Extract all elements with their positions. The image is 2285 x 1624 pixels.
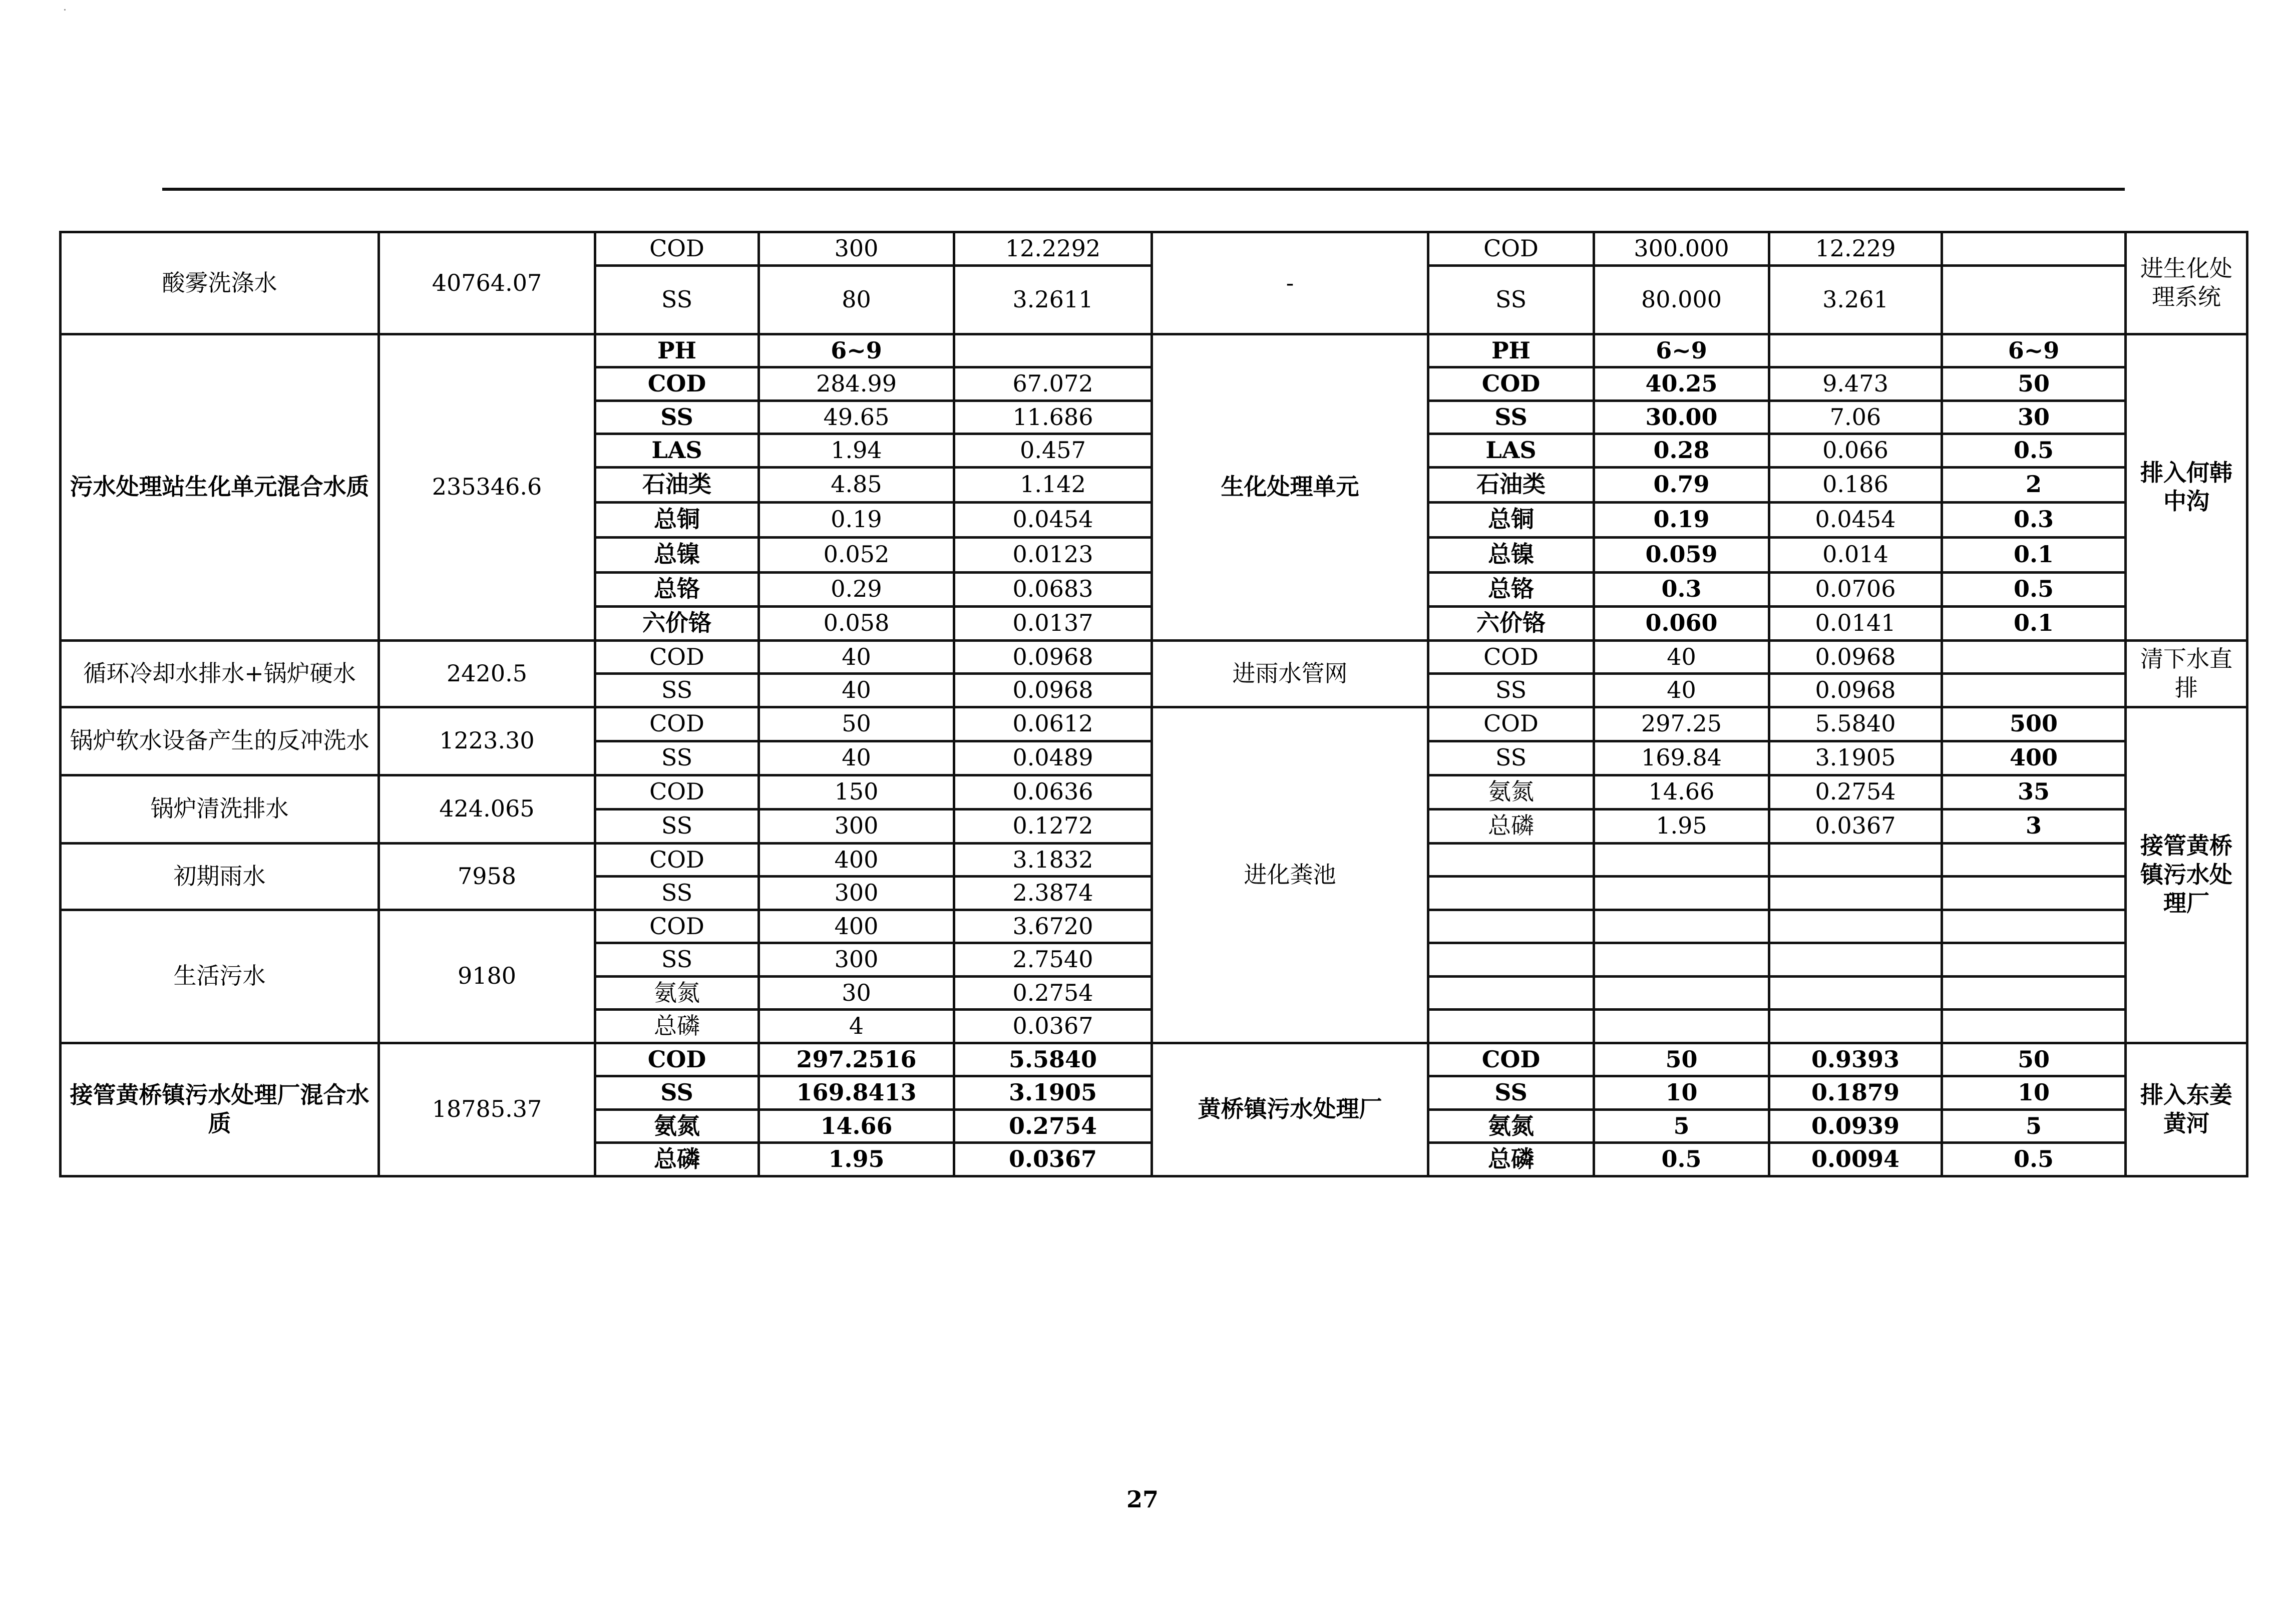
treatment-cell: - xyxy=(1152,232,1428,334)
after-concentration: 80.000 xyxy=(1594,265,1769,334)
table-row xyxy=(61,232,2247,266)
mass-value: 1.142 xyxy=(954,467,1152,502)
pollutant-label: SS xyxy=(1428,741,1594,775)
limit-value xyxy=(1942,640,2126,674)
concentration-value: 1.95 xyxy=(759,1143,954,1176)
pollutant-label: 氨氮 xyxy=(1428,1109,1594,1143)
mass-value: 3.2611 xyxy=(954,265,1152,334)
concentration-value: 1.94 xyxy=(759,434,954,468)
mass-value: 3.6720 xyxy=(954,910,1152,943)
limit-value: 0.5 xyxy=(1942,1143,2126,1176)
flow-value: 424.065 xyxy=(379,775,595,843)
after-concentration: 1.95 xyxy=(1594,809,1769,843)
mass-value: 0.2754 xyxy=(954,976,1152,1010)
concentration-value: 300 xyxy=(759,809,954,843)
mass-value: 0.0968 xyxy=(954,640,1152,674)
after-concentration: 0.059 xyxy=(1594,537,1769,572)
after-concentration: 169.84 xyxy=(1594,741,1769,775)
mass-value xyxy=(954,334,1152,367)
pollutant-label: COD xyxy=(595,775,759,809)
after-concentration: 0.28 xyxy=(1594,434,1769,468)
destination-cell: 进生化处理系统 xyxy=(2126,232,2247,334)
mass-value: 0.0636 xyxy=(954,775,1152,809)
mass-value: 0.0612 xyxy=(954,707,1152,741)
pollutant-label: 石油类 xyxy=(1428,467,1594,502)
empty-cell xyxy=(1942,843,2126,877)
concentration-value: 300 xyxy=(759,943,954,977)
pollutant-label: 六价铬 xyxy=(1428,606,1594,640)
concentration-value: 300 xyxy=(759,877,954,910)
pollutant-label: COD xyxy=(1428,707,1594,741)
pollutant-label: SS xyxy=(1428,1076,1594,1110)
pollutant-label: COD xyxy=(595,707,759,741)
empty-cell xyxy=(1594,910,1769,943)
concentration-value: 169.8413 xyxy=(759,1076,954,1110)
pollutant-label: 总铬 xyxy=(595,572,759,606)
limit-value: 35 xyxy=(1942,775,2126,809)
empty-cell xyxy=(1769,843,1942,877)
pollutant-label: SS xyxy=(595,674,759,707)
pollutant-label: 总铜 xyxy=(1428,502,1594,537)
pollutant-label: COD xyxy=(1428,232,1594,266)
pollutant-label: 总镍 xyxy=(1428,537,1594,572)
flow-value: 9180 xyxy=(379,910,595,1043)
pollutant-label: 石油类 xyxy=(595,467,759,502)
after-concentration: 0.19 xyxy=(1594,502,1769,537)
limit-value xyxy=(1942,232,2126,266)
empty-cell xyxy=(1942,1010,2126,1043)
mass-value: 3.1905 xyxy=(954,1076,1152,1110)
limit-value xyxy=(1942,674,2126,707)
concentration-value: 80 xyxy=(759,265,954,334)
empty-cell xyxy=(1942,877,2126,910)
limit-value: 0.5 xyxy=(1942,434,2126,468)
mass-value: 0.0367 xyxy=(954,1143,1152,1176)
pollutant-label: COD xyxy=(1428,1043,1594,1076)
treatment-cell: 进化粪池 xyxy=(1152,707,1428,1043)
empty-cell xyxy=(1769,877,1942,910)
mass-value: 0.2754 xyxy=(954,1109,1152,1143)
after-concentration: 0.5 xyxy=(1594,1143,1769,1176)
limit-value: 3 xyxy=(1942,809,2126,843)
empty-cell xyxy=(1428,976,1594,1010)
after-concentration: 5 xyxy=(1594,1109,1769,1143)
pollutant-label: SS xyxy=(595,877,759,910)
after-concentration: 40 xyxy=(1594,674,1769,707)
scan-speck xyxy=(64,9,66,11)
empty-cell xyxy=(1594,943,1769,977)
concentration-value: 6~9 xyxy=(759,334,954,367)
pollutant-label: 六价铬 xyxy=(595,606,759,640)
empty-cell xyxy=(1428,843,1594,877)
source-name: 循环冷却水排水+锅炉硬水 xyxy=(61,640,379,707)
wastewater-table xyxy=(59,231,2248,1177)
empty-cell xyxy=(1769,976,1942,1010)
empty-cell xyxy=(1428,1010,1594,1043)
after-mass: 0.0706 xyxy=(1769,572,1942,606)
flow-value: 1223.30 xyxy=(379,707,595,775)
after-concentration: 40.25 xyxy=(1594,367,1769,401)
after-mass: 0.1879 xyxy=(1769,1076,1942,1110)
source-name: 初期雨水 xyxy=(61,843,379,910)
concentration-value: 50 xyxy=(759,707,954,741)
pollutant-label: 总镍 xyxy=(595,537,759,572)
empty-cell xyxy=(1428,910,1594,943)
concentration-value: 284.99 xyxy=(759,367,954,401)
concentration-value: 0.052 xyxy=(759,537,954,572)
after-mass: 0.0968 xyxy=(1769,674,1942,707)
after-concentration: 300.000 xyxy=(1594,232,1769,266)
after-mass: 0.9393 xyxy=(1769,1043,1942,1076)
table-row xyxy=(61,1043,2247,1076)
after-mass: 5.5840 xyxy=(1769,707,1942,741)
after-mass: 3.1905 xyxy=(1769,741,1942,775)
mass-value: 0.457 xyxy=(954,434,1152,468)
mass-value: 0.1272 xyxy=(954,809,1152,843)
after-concentration: 0.3 xyxy=(1594,572,1769,606)
limit-value: 400 xyxy=(1942,741,2126,775)
source-name: 锅炉清洗排水 xyxy=(61,775,379,843)
mass-value: 0.0968 xyxy=(954,674,1152,707)
concentration-value: 297.2516 xyxy=(759,1043,954,1076)
pollutant-label: SS xyxy=(595,943,759,977)
limit-value: 50 xyxy=(1942,1043,2126,1076)
pollutant-label: COD xyxy=(595,367,759,401)
mass-value: 12.2292 xyxy=(954,232,1152,266)
pollutant-label: SS xyxy=(1428,674,1594,707)
mass-value: 67.072 xyxy=(954,367,1152,401)
limit-value: 10 xyxy=(1942,1076,2126,1110)
limit-value: 0.3 xyxy=(1942,502,2126,537)
flow-value: 235346.6 xyxy=(379,334,595,640)
flow-value: 7958 xyxy=(379,843,595,910)
pollutant-label: COD xyxy=(1428,367,1594,401)
empty-cell xyxy=(1594,877,1769,910)
source-name: 污水处理站生化单元混合水质 xyxy=(61,334,379,640)
limit-value: 0.1 xyxy=(1942,537,2126,572)
mass-value: 0.0489 xyxy=(954,741,1152,775)
destination-cell: 清下水直排 xyxy=(2126,640,2247,707)
mass-value: 11.686 xyxy=(954,400,1152,434)
pollutant-label: 总磷 xyxy=(595,1010,759,1043)
concentration-value: 0.058 xyxy=(759,606,954,640)
pollutant-label: COD xyxy=(595,232,759,266)
table-row xyxy=(61,334,2247,367)
after-mass: 0.0094 xyxy=(1769,1143,1942,1176)
after-mass: 0.0141 xyxy=(1769,606,1942,640)
pollutant-label: 总磷 xyxy=(595,1143,759,1176)
pollutant-label: 总铬 xyxy=(1428,572,1594,606)
pollutant-label: PH xyxy=(1428,334,1594,367)
pollutant-label: SS xyxy=(595,741,759,775)
concentration-value: 0.19 xyxy=(759,502,954,537)
header-rule xyxy=(162,188,2125,191)
pollutant-label: LAS xyxy=(595,434,759,468)
empty-cell xyxy=(1428,877,1594,910)
empty-cell xyxy=(1942,910,2126,943)
after-concentration: 0.79 xyxy=(1594,467,1769,502)
after-mass: 0.014 xyxy=(1769,537,1942,572)
pollutant-label: SS xyxy=(595,265,759,334)
empty-cell xyxy=(1594,843,1769,877)
after-mass: 0.2754 xyxy=(1769,775,1942,809)
table-row xyxy=(61,640,2247,674)
source-name: 酸雾洗涤水 xyxy=(61,232,379,334)
limit-value: 500 xyxy=(1942,707,2126,741)
empty-cell xyxy=(1769,943,1942,977)
after-concentration: 0.060 xyxy=(1594,606,1769,640)
after-mass: 12.229 xyxy=(1769,232,1942,266)
concentration-value: 40 xyxy=(759,640,954,674)
pollutant-label: COD xyxy=(595,910,759,943)
pollutant-label: 总磷 xyxy=(1428,809,1594,843)
mass-value: 0.0683 xyxy=(954,572,1152,606)
limit-value: 5 xyxy=(1942,1109,2126,1143)
mass-value: 2.7540 xyxy=(954,943,1152,977)
after-concentration: 14.66 xyxy=(1594,775,1769,809)
after-mass: 0.186 xyxy=(1769,467,1942,502)
pollutant-label: 氨氮 xyxy=(1428,775,1594,809)
source-name: 锅炉软水设备产生的反冲洗水 xyxy=(61,707,379,775)
limit-value: 0.5 xyxy=(1942,572,2126,606)
after-concentration: 50 xyxy=(1594,1043,1769,1076)
flow-value: 40764.07 xyxy=(379,232,595,334)
destination-cell: 排入东姜黄河 xyxy=(2126,1043,2247,1176)
after-concentration: 40 xyxy=(1594,640,1769,674)
limit-value: 30 xyxy=(1942,400,2126,434)
empty-cell xyxy=(1594,976,1769,1010)
pollutant-label: 总磷 xyxy=(1428,1143,1594,1176)
pollutant-label: COD xyxy=(1428,640,1594,674)
destination-cell: 接管黄桥镇污水处理厂 xyxy=(2126,707,2247,1043)
concentration-value: 150 xyxy=(759,775,954,809)
limit-value: 2 xyxy=(1942,467,2126,502)
concentration-value: 4.85 xyxy=(759,467,954,502)
limit-value: 6~9 xyxy=(1942,334,2126,367)
concentration-value: 300 xyxy=(759,232,954,266)
pollutant-label: COD xyxy=(595,640,759,674)
empty-cell xyxy=(1428,943,1594,977)
concentration-value: 14.66 xyxy=(759,1109,954,1143)
pollutant-label: COD xyxy=(595,1043,759,1076)
mass-value: 0.0137 xyxy=(954,606,1152,640)
after-concentration: 297.25 xyxy=(1594,707,1769,741)
after-concentration: 30.00 xyxy=(1594,400,1769,434)
flow-value: 2420.5 xyxy=(379,640,595,707)
concentration-value: 0.29 xyxy=(759,572,954,606)
mass-value: 0.0454 xyxy=(954,502,1152,537)
pollutant-label: 氨氮 xyxy=(595,976,759,1010)
after-mass: 3.261 xyxy=(1769,265,1942,334)
treatment-cell: 进雨水管网 xyxy=(1152,640,1428,707)
pollutant-label: LAS xyxy=(1428,434,1594,468)
after-concentration: 10 xyxy=(1594,1076,1769,1110)
mass-value: 0.0367 xyxy=(954,1010,1152,1043)
after-mass: 9.473 xyxy=(1769,367,1942,401)
empty-cell xyxy=(1769,910,1942,943)
treatment-cell: 生化处理单元 xyxy=(1152,334,1428,640)
pollutant-label: 氨氮 xyxy=(595,1109,759,1143)
after-mass xyxy=(1769,334,1942,367)
source-name: 生活污水 xyxy=(61,910,379,1043)
pollutant-label: 总铜 xyxy=(595,502,759,537)
after-concentration: 6~9 xyxy=(1594,334,1769,367)
page-number: 27 xyxy=(1126,1486,1159,1513)
concentration-value: 400 xyxy=(759,910,954,943)
after-mass: 0.0454 xyxy=(1769,502,1942,537)
mass-value: 0.0123 xyxy=(954,537,1152,572)
concentration-value: 400 xyxy=(759,843,954,877)
pollutant-label: COD xyxy=(595,843,759,877)
after-mass: 7.06 xyxy=(1769,400,1942,434)
pollutant-label: SS xyxy=(1428,400,1594,434)
limit-value xyxy=(1942,265,2126,334)
limit-value: 0.1 xyxy=(1942,606,2126,640)
empty-cell xyxy=(1942,943,2126,977)
mass-value: 2.3874 xyxy=(954,877,1152,910)
pollutant-label: SS xyxy=(595,809,759,843)
concentration-value: 40 xyxy=(759,741,954,775)
pollutant-label: PH xyxy=(595,334,759,367)
empty-cell xyxy=(1594,1010,1769,1043)
after-mass: 0.0968 xyxy=(1769,640,1942,674)
concentration-value: 40 xyxy=(759,674,954,707)
pollutant-label: SS xyxy=(595,1076,759,1110)
after-mass: 0.0939 xyxy=(1769,1109,1942,1143)
concentration-value: 30 xyxy=(759,976,954,1010)
pollutant-label: SS xyxy=(1428,265,1594,334)
empty-cell xyxy=(1942,976,2126,1010)
pollutant-label: SS xyxy=(595,400,759,434)
limit-value: 50 xyxy=(1942,367,2126,401)
concentration-value: 49.65 xyxy=(759,400,954,434)
mass-value: 5.5840 xyxy=(954,1043,1152,1076)
concentration-value: 4 xyxy=(759,1010,954,1043)
after-mass: 0.066 xyxy=(1769,434,1942,468)
destination-cell: 排入何韩中沟 xyxy=(2126,334,2247,640)
source-name: 接管黄桥镇污水处理厂混合水质 xyxy=(61,1043,379,1176)
after-mass: 0.0367 xyxy=(1769,809,1942,843)
empty-cell xyxy=(1769,1010,1942,1043)
mass-value: 3.1832 xyxy=(954,843,1152,877)
flow-value: 18785.37 xyxy=(379,1043,595,1176)
table-row xyxy=(61,707,2247,741)
treatment-cell: 黄桥镇污水处理厂 xyxy=(1152,1043,1428,1176)
